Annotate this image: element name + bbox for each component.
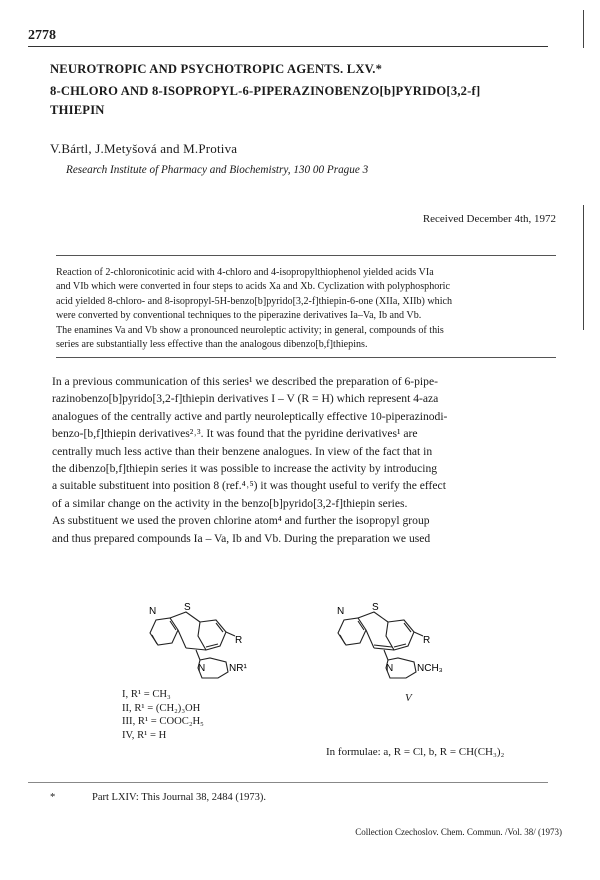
atom-s: S [184,602,191,613]
article-title-line-2: 8-CHLORO AND 8-ISOPROPYL-6-PIPERAZINOBENZO[b]PYRIDO[3,2-f] [50,84,481,98]
body-line: razinobenzo[b]pyrido[3,2-f]thiepin derivatives I – V (R = H) which represent 4-aza [52,392,439,406]
body-line: analogues of the centrally active and partly neuroleptically effective 10-piperazinodi- [52,409,448,423]
body-line: benzo-[b,f]thiepin derivatives²˒³. It was found that the pyridine derivatives¹ are [52,427,418,441]
abstract [56,266,556,352]
footnote-marker: * [50,792,56,803]
body-line: As substituent we used the proven chlorine atom⁴ and further the isopropyl group [52,514,430,528]
compound-v-label: V [405,692,412,704]
compound-label: II, R¹ = (CH₂)₃OH [122,702,201,714]
atom-n-ring: N [149,606,157,617]
body-line: of a similar change on the activity in the benzo[b]pyrido[3,2-f]thiepin series. [52,496,408,510]
compound-label: III, R¹ = COOC₂H₅ [122,716,204,728]
page-number: 2778 [28,28,56,43]
atom-n-piperazine: N [198,663,206,674]
atom-nr1: NR¹ [229,663,247,674]
abstract-line: acid yielded 8-chloro- and 8-isopropyl-5H-benzo[b]pyrido[3,2-f]thiepin-6-one (XIIa, XIIb) which [56,295,453,307]
footnote-text: Part LXIV: This Journal 38, 2484 (1973). [92,792,267,803]
margin-line-middle [583,205,584,330]
structure-right-bonds [338,612,423,678]
compound-label: IV, R¹ = H [122,729,167,741]
abstract-line: were converted by conventional techniques to the piperazine derivatives Ia–Va, Ib and Vb. [56,310,422,322]
journal-footer: Collection Czechoslov. Chem. Commun. /Vol. 38/ (1973) [355,827,562,837]
body-paragraph [52,373,557,547]
structure-left-bonds [150,612,235,678]
formulae-note: In formulae: a, R = Cl, b, R = CH(CH₃)₂ [326,746,505,758]
structure-left [140,598,290,690]
authors: V.Bártl, J.Metyšová and M.Protiva [50,141,238,156]
atom-nch3: NCH₃ [417,663,443,674]
institution: Research Institute of Pharmacy and Biochemistry, 130 00 Prague 3 [66,164,369,176]
received-date: Received December 4th, 1972 [422,213,556,225]
body-line: the dibenzo[b,f]thiepin series it was possible to increase the activity by introducing [52,462,438,476]
margin-line-top [583,10,584,48]
compound-label: I, R¹ = CH₃ [122,689,171,700]
abstract-line: The enamines Va and Vb show a pronounced neuroleptic activity; in general, compounds of this [56,324,444,336]
body-line: centrally much less active than their benzene analogues. In view of the fact that in [52,444,433,458]
body-line: In a previous communication of this series¹ we described the preparation of 6-pipe- [52,375,438,388]
atom-r: R [423,635,431,646]
atom-r: R [235,635,243,646]
atom-n-piperazine: N [386,663,394,674]
header-rule [28,46,548,47]
article-title-line-1: NEUROTROPIC AND PSYCHOTROPIC AGENTS. LXV.* [50,62,383,76]
abstract-line: and VIb which were converted in four steps to acids Xa and Xb. Cyclization with polyphosphoric [56,281,450,293]
abstract-line: series are substantially less effective than the analogous dibenzo[b,f]thiepins. [56,339,368,351]
atom-n-ring: N [337,606,345,617]
abstract-line: Reaction of 2-chloronicotinic acid with 4-chloro and 4-isopropylthiophenol yielded acids VIa [56,267,434,278]
atom-s: S [372,602,379,613]
structure-right [328,598,478,690]
body-line: a suitable substituent into position 8 (ref.⁴˒⁵) it was thought useful to verify the effect [52,479,446,493]
abstract-rule-bottom [56,357,556,358]
article-title-line-3: THIEPIN [50,103,105,117]
footnote-rule [28,782,548,783]
abstract-rule-top [56,255,556,256]
body-line: and thus prepared compounds Ia – Va, Ib and Vb. During the preparation we used [52,531,431,545]
compound-list [122,688,204,742]
